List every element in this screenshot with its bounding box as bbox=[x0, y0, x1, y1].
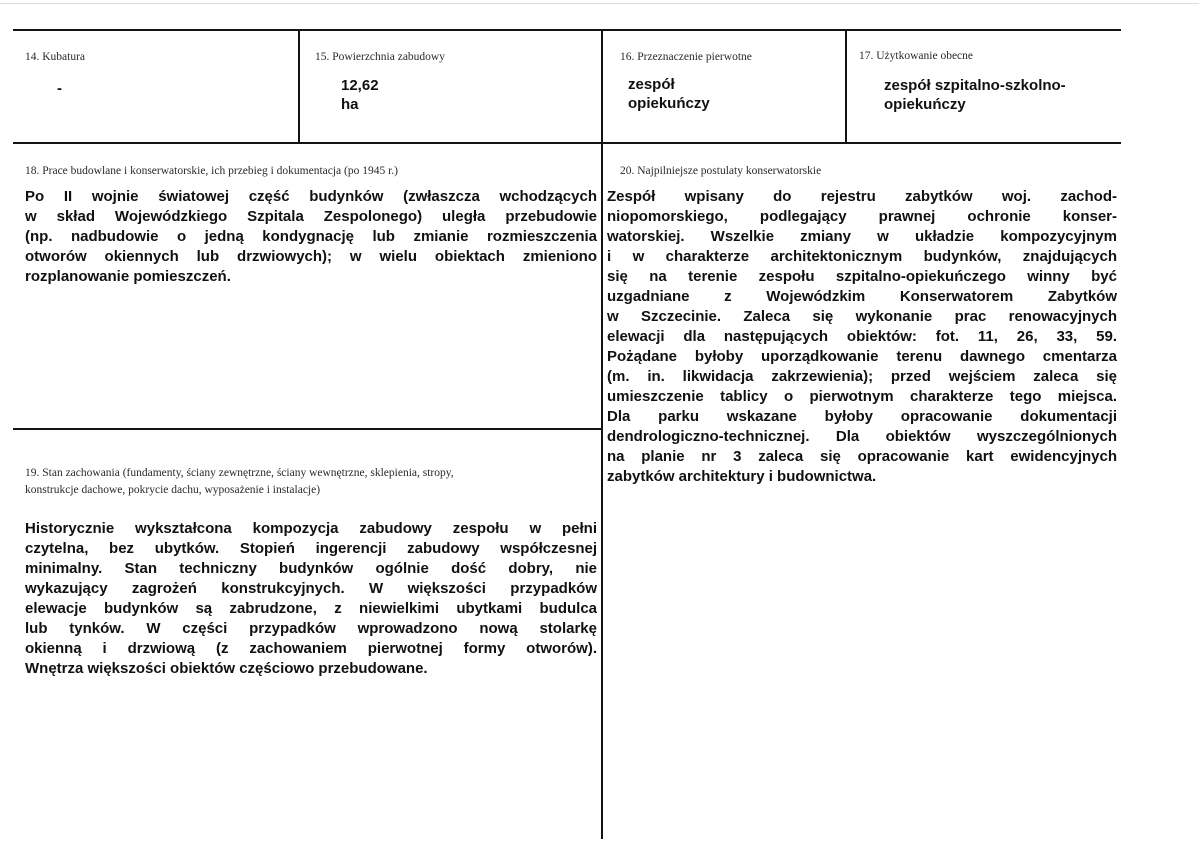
postulaty-line: Pożądane byłoby uporządkowanie terenu dawnego cmentarza bbox=[607, 348, 1117, 365]
stan-line: minimalny. Stan techniczny budynków ogólnie dość dobry, nie bbox=[25, 560, 597, 577]
prace-text bbox=[25, 187, 597, 287]
postulaty-text bbox=[607, 187, 1117, 487]
prace-line: (np. nadbudowie o jedną kondygnację lub zmianie rozmieszczenia bbox=[25, 228, 597, 245]
scan-edge bbox=[0, 3, 1199, 4]
col-divider-1 bbox=[298, 29, 300, 144]
row-divider-1 bbox=[13, 142, 1121, 144]
col-divider-3 bbox=[845, 29, 847, 144]
postulaty-line: w Szczecinie. Zaleca się wykonanie prac renowacyjnych bbox=[607, 308, 1117, 325]
postulaty-line: Zespół wpisany do rejestru zabytków woj. zachod- bbox=[607, 188, 1117, 205]
postulaty-line: Dla parku wskazane byłoby opracowanie dokumentacji bbox=[607, 408, 1117, 425]
prace-label: 18. Prace budowlane i konserwatorskie, ich przebieg i dokumentacja (po 1945 r.) bbox=[25, 165, 398, 177]
stan-label-line: 19. Stan zachowania (fundamenty, ściany zewnętrzne, ściany wewnętrzne, sklepienia, stropy, bbox=[25, 467, 454, 479]
postulaty-line: zabytków architektury i budownictwa. bbox=[607, 468, 877, 485]
postulaty-line: watorskiej. Wszelkie zmiany w układzie kompozycyjnym bbox=[607, 228, 1117, 245]
powierzchnia-value: 12,62 ha bbox=[341, 77, 379, 113]
postulaty-line: się na terenie zespołu szpitalno-opiekuńczego winny być bbox=[607, 268, 1117, 285]
postulaty-line: elewacji dla następujących obiektów: fot. 11, 26, 33, 59. bbox=[607, 328, 1117, 345]
postulaty-line: niopomorskiego, podlegający prawnej ochronie konser- bbox=[607, 208, 1117, 225]
prace-line: Po II wojnie światowej część budynków (zwłaszcza wchodzących bbox=[25, 188, 597, 205]
powierzchnia-label: 15. Powierzchnia zabudowy bbox=[315, 51, 445, 63]
postulaty-line: na planie nr 3 zaleca się opracowanie kart ewidencyjnych bbox=[607, 448, 1117, 465]
postulaty-line: umieszczenie tablicy o pierwotnym charakterze tego miejsca. bbox=[607, 388, 1117, 405]
postulaty-line: (m. in. likwidacja zakrzewienia); przed wejściem zaleca się bbox=[607, 368, 1117, 385]
prace-line: w skład Wojewódzkiego Szpitala Zespolonego) uległa przebudowie bbox=[25, 208, 597, 225]
postulaty-line: uzgadniane z Wojewódzkim Konserwatorem Zabytków bbox=[607, 288, 1117, 305]
uzytkowanie-label: 17. Użytkowanie obecne bbox=[859, 50, 974, 62]
postulaty-label: 20. Najpilniejsze postulaty konserwatorskie bbox=[620, 165, 822, 177]
stan-line: wykazujący zagrożeń konstrukcyjnych. W większości przypadków bbox=[25, 580, 597, 597]
stan-line: elewacje budynków są zabrudzone, z niewielkimi ubytkami budulca bbox=[25, 600, 597, 617]
postulaty-line: i w charakterze architektonicznym budynków, znajdujących bbox=[607, 248, 1117, 265]
col-divider-2 bbox=[601, 29, 603, 839]
stan-line: lub tynków. W części przypadków wprowadzono nową stolarkę bbox=[25, 620, 597, 637]
kubatura-value: - bbox=[57, 80, 62, 97]
uzytkowanie-line: zespół szpitalno-szkolno- bbox=[884, 77, 1066, 94]
prace-line: rozplanowanie pomieszczeń. bbox=[25, 268, 231, 285]
row-divider-2 bbox=[13, 428, 602, 430]
uzytkowanie-value bbox=[884, 76, 1066, 114]
stan-label bbox=[25, 465, 595, 499]
stan-label-line: konstrukcje dachowe, pokrycie dachu, wyposażenie i instalacje) bbox=[25, 484, 321, 496]
stan-line: Historycznie wykształcona kompozycja zabudowy zespołu w pełni bbox=[25, 520, 597, 537]
kubatura-label: 14. Kubatura bbox=[25, 51, 86, 63]
stan-line: czytelna, bez ubytków. Stopień ingerencji zabudowy współczesnej bbox=[25, 540, 597, 557]
postulaty-line: dendrologiczno-technicznej. Dla obiektów wyszczególnionych bbox=[607, 428, 1117, 445]
stan-text bbox=[25, 519, 597, 679]
uzytkowanie-line: opiekuńczy bbox=[884, 96, 966, 113]
przeznaczenie-value: zespół opiekuńczy bbox=[628, 76, 710, 112]
stan-line: okienną i drzwiową (z zachowaniem pierwotnej formy otworów). bbox=[25, 640, 597, 657]
stan-line: Wnętrza większości obiektów częściowo przebudowane. bbox=[25, 660, 428, 677]
table-top-border bbox=[13, 29, 1121, 31]
przeznaczenie-label: 16. Przeznaczenie pierwotne bbox=[620, 51, 752, 63]
prace-line: otworów okiennych lub drzwiowych); w wielu obiektach zmieniono bbox=[25, 248, 597, 265]
